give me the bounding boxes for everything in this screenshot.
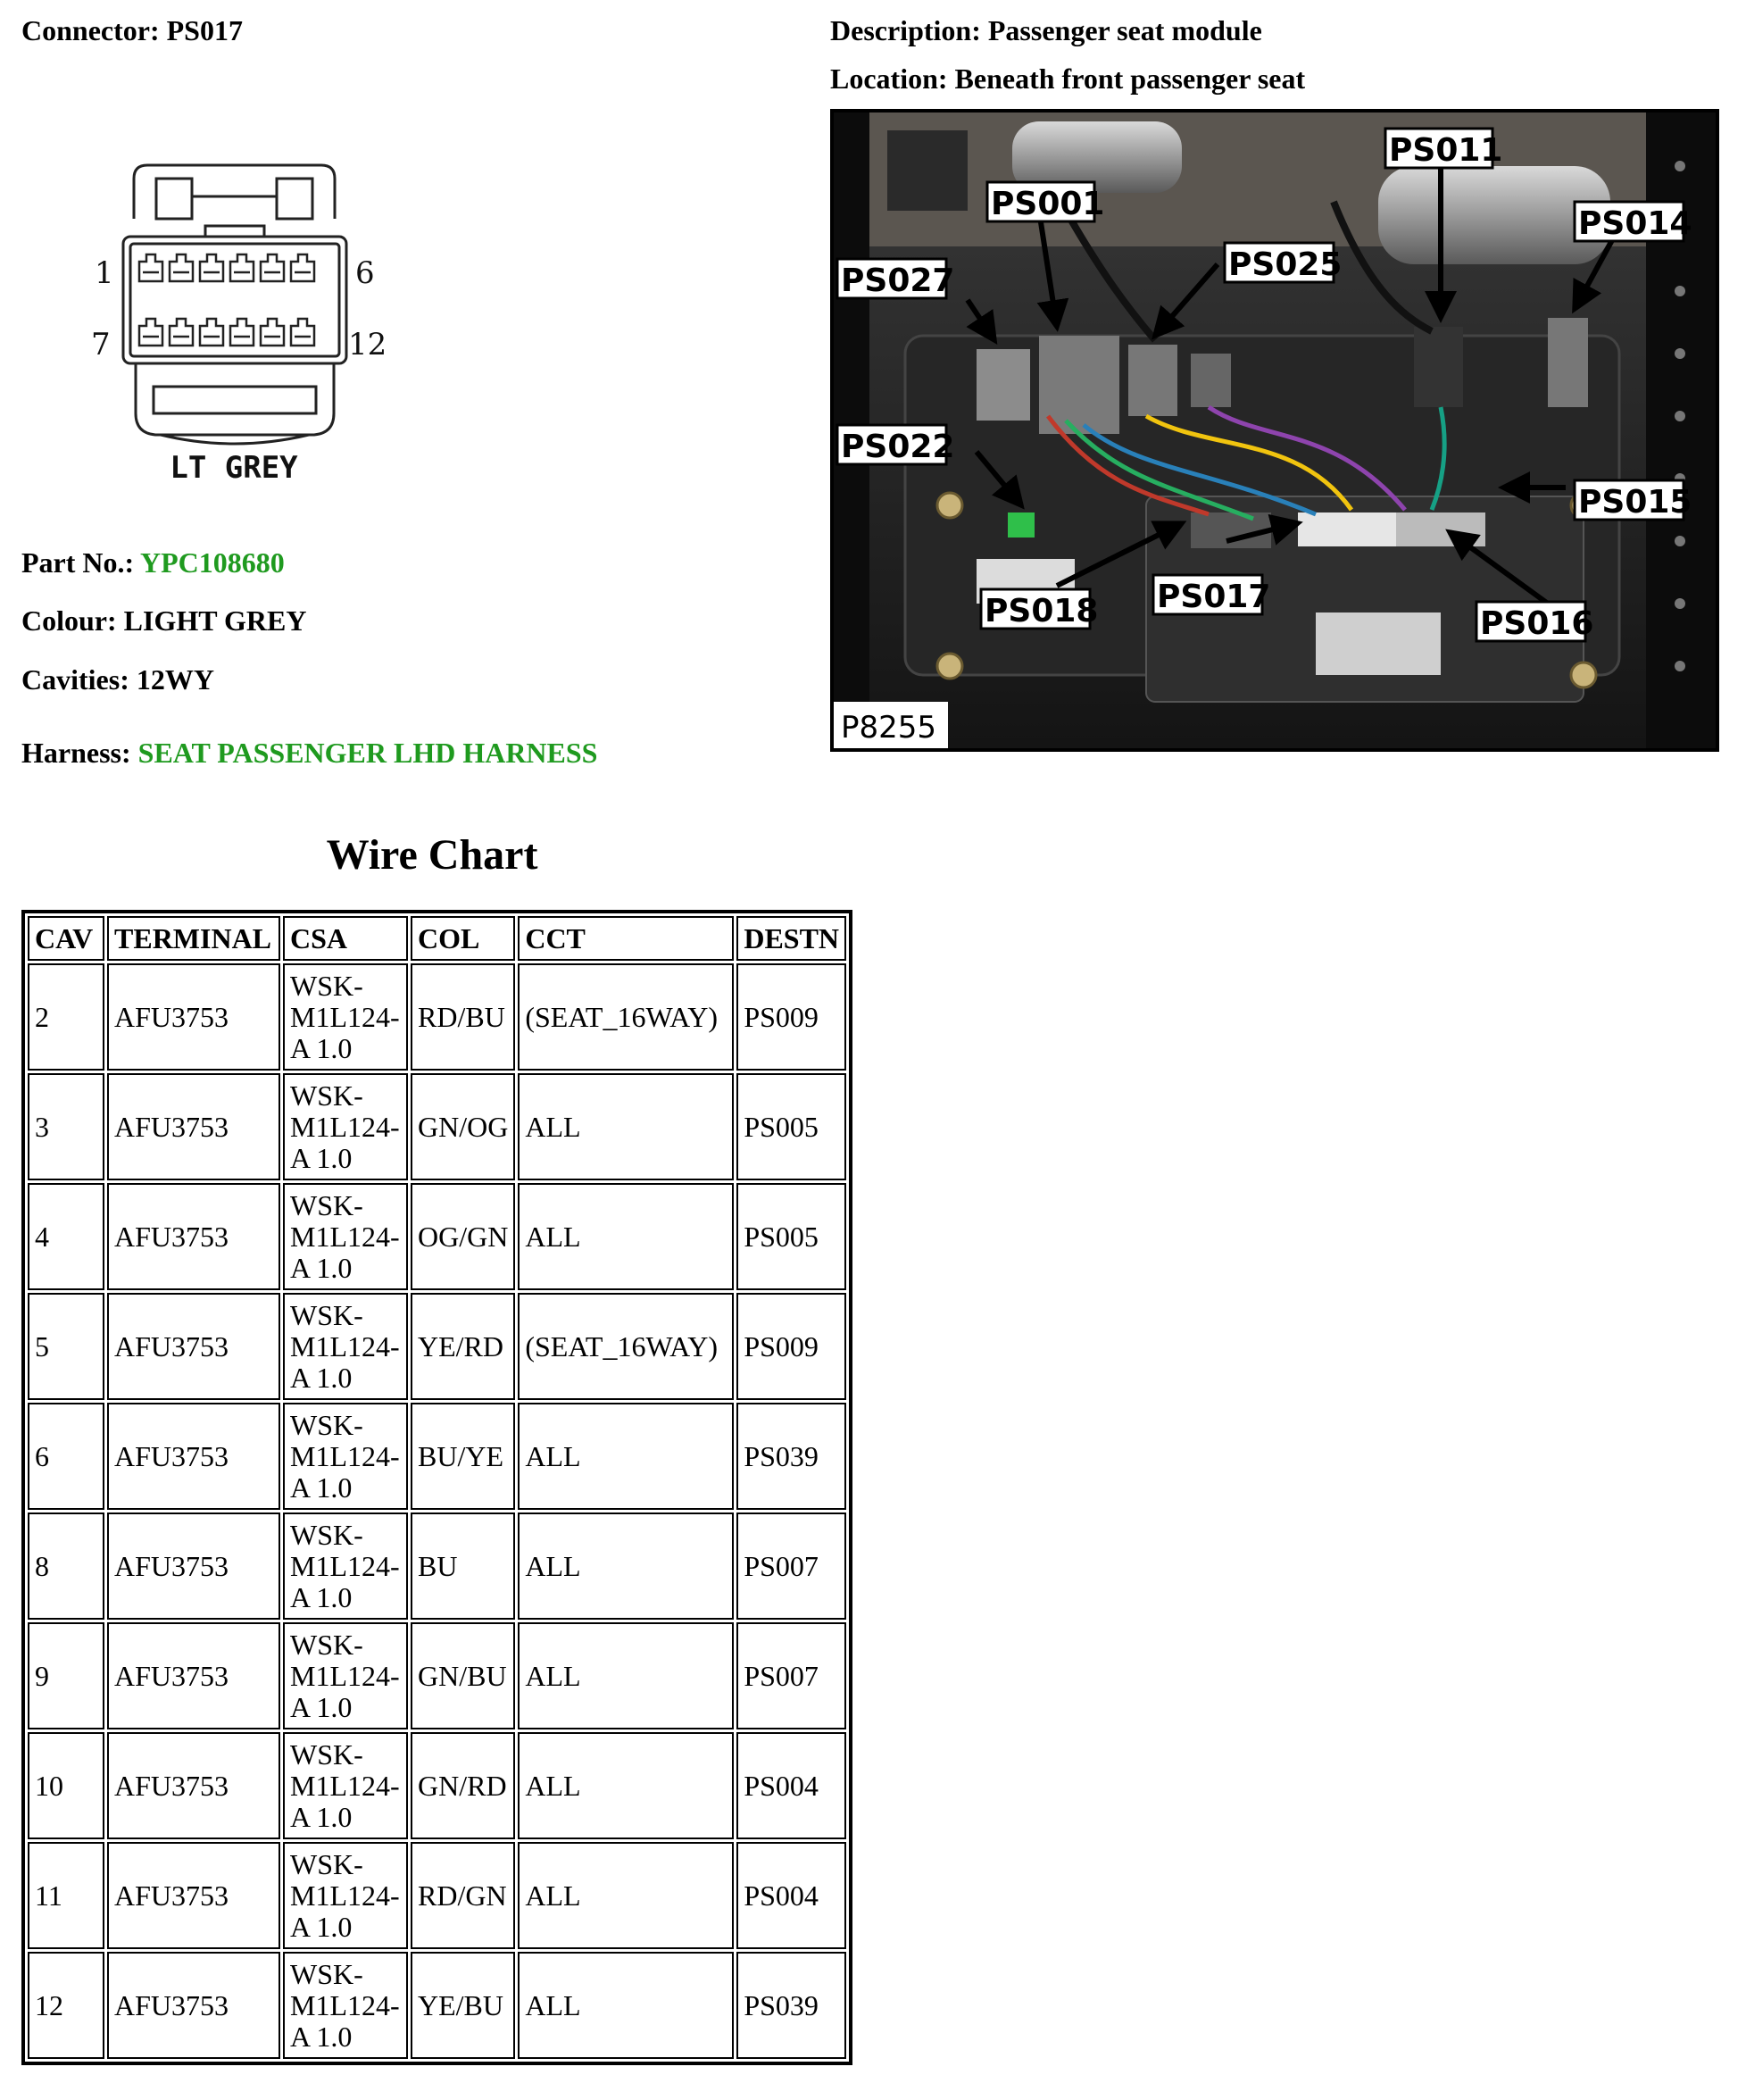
cell-cct: ALL [518, 1073, 734, 1180]
cell-csa: WSK-M1L124-A 1.0 [283, 1403, 408, 1510]
connector-face-diagram [80, 147, 420, 487]
callout-ps017: PS017 [1157, 579, 1271, 615]
cell-terminal: AFU3753 [107, 1622, 280, 1729]
colour-value: LIGHT GREY [123, 604, 307, 637]
cell-cct: (SEAT_16WAY) [518, 963, 734, 1071]
callout-ps025: PS025 [1228, 246, 1343, 283]
cell-col: GN/RD [411, 1732, 515, 1839]
cell-col: YE/RD [411, 1293, 515, 1400]
connector-color-label: LT GREY [170, 450, 298, 486]
header-cct: CCT [518, 916, 734, 961]
header-terminal: TERMINAL [107, 916, 280, 961]
cell-col: RD/BU [411, 963, 515, 1071]
location-photo [830, 109, 1719, 752]
cell-terminal: AFU3753 [107, 1183, 280, 1290]
table-row [28, 1952, 846, 2059]
header-csa: CSA [283, 916, 408, 961]
cell-terminal: AFU3753 [107, 1732, 280, 1839]
cell-csa: WSK-M1L124-A 1.0 [283, 1622, 408, 1729]
cell-cav: 10 [28, 1732, 104, 1839]
harness-label: Harness: [21, 737, 131, 769]
cell-cct: (SEAT_16WAY) [518, 1293, 734, 1400]
callout-ps015: PS015 [1578, 484, 1692, 521]
cell-cct: ALL [518, 1512, 734, 1620]
cell-destn: PS004 [736, 1842, 846, 1949]
cell-col: GN/BU [411, 1622, 515, 1729]
cell-col: GN/OG [411, 1073, 515, 1180]
header-destn: DESTN [736, 916, 846, 961]
cell-cav: 6 [28, 1403, 104, 1510]
table-row [28, 1842, 846, 1949]
cell-terminal: AFU3753 [107, 1512, 280, 1620]
cell-destn: PS039 [736, 1952, 846, 2059]
cell-col: RD/GN [411, 1842, 515, 1949]
cell-csa: WSK-M1L124-A 1.0 [283, 1293, 408, 1400]
cell-terminal: AFU3753 [107, 1403, 280, 1510]
cell-terminal: AFU3753 [107, 1842, 280, 1949]
table-row [28, 1622, 846, 1729]
header-col: COL [411, 916, 515, 961]
cell-terminal: AFU3753 [107, 1073, 280, 1180]
callout-ps016: PS016 [1480, 605, 1594, 642]
cavities-value: 12WY [136, 663, 214, 696]
part-no-link[interactable]: YPC108680 [139, 546, 285, 579]
description-field [830, 14, 1262, 47]
table-row [28, 1403, 846, 1510]
cell-destn: PS005 [736, 1073, 846, 1180]
cell-terminal: AFU3753 [107, 1952, 280, 2059]
table-row [28, 1732, 846, 1839]
colour-label: Colour: [21, 604, 117, 637]
cell-col: YE/BU [411, 1952, 515, 2059]
cell-cct: ALL [518, 1732, 734, 1839]
cell-destn: PS004 [736, 1732, 846, 1839]
cavities-label: Cavities: [21, 663, 129, 696]
cell-cav: 8 [28, 1512, 104, 1620]
cell-cav: 4 [28, 1183, 104, 1290]
table-row [28, 963, 846, 1071]
connector-field [21, 14, 243, 47]
cell-cav: 9 [28, 1622, 104, 1729]
table-header-row [28, 916, 846, 961]
cell-csa: WSK-M1L124-A 1.0 [283, 1512, 408, 1620]
cell-cav: 3 [28, 1073, 104, 1180]
location-label: Location: [830, 62, 948, 95]
pin-label-1: 1 [95, 255, 114, 291]
cell-cct: ALL [518, 1622, 734, 1729]
cell-cct: ALL [518, 1952, 734, 2059]
pin-label-12: 12 [348, 327, 387, 362]
callout-ps022: PS022 [841, 429, 955, 465]
location-field [830, 62, 1305, 96]
connector-label: Connector: [21, 14, 160, 46]
callout-ps001: PS001 [991, 186, 1105, 222]
cell-csa: WSK-M1L124-A 1.0 [283, 1952, 408, 2059]
cell-terminal: AFU3753 [107, 1293, 280, 1400]
callout-ps018: PS018 [985, 593, 1099, 629]
cell-destn: PS007 [736, 1622, 846, 1729]
wire-chart-table [21, 910, 852, 2065]
cell-terminal: AFU3753 [107, 963, 280, 1071]
table-row [28, 1183, 846, 1290]
callout-ps027: PS027 [841, 262, 955, 299]
cell-csa: WSK-M1L124-A 1.0 [283, 1842, 408, 1949]
header-cav: CAV [28, 916, 104, 961]
photo-reference: P8255 [841, 710, 937, 746]
cell-cct: ALL [518, 1183, 734, 1290]
cell-csa: WSK-M1L124-A 1.0 [283, 1732, 408, 1839]
cell-cav: 12 [28, 1952, 104, 2059]
callout-ps011: PS011 [1389, 132, 1503, 169]
cell-col: OG/GN [411, 1183, 515, 1290]
cell-destn: PS039 [736, 1403, 846, 1510]
cell-cav: 11 [28, 1842, 104, 1949]
part-no-label: Part No.: [21, 546, 135, 579]
cell-csa: WSK-M1L124-A 1.0 [283, 963, 408, 1071]
cell-destn: PS009 [736, 1293, 846, 1400]
callout-ps014: PS014 [1578, 205, 1692, 242]
cell-col: BU/YE [411, 1403, 515, 1510]
cell-csa: WSK-M1L124-A 1.0 [283, 1073, 408, 1180]
pin-label-7: 7 [91, 327, 111, 362]
cell-destn: PS007 [736, 1512, 846, 1620]
connector-value: PS017 [166, 14, 243, 46]
description-label: Description: [830, 14, 981, 46]
harness-field [21, 737, 597, 770]
cell-col: BU [411, 1512, 515, 1620]
cell-destn: PS009 [736, 963, 846, 1071]
cell-cav: 5 [28, 1293, 104, 1400]
cell-destn: PS005 [736, 1183, 846, 1290]
cavities-field [21, 663, 214, 696]
cell-cct: ALL [518, 1403, 734, 1510]
part-no-field [21, 546, 285, 579]
colour-field [21, 604, 306, 638]
harness-link[interactable]: SEAT PASSENGER LHD HARNESS [137, 737, 598, 769]
cell-cav: 2 [28, 963, 104, 1071]
cell-csa: WSK-M1L124-A 1.0 [283, 1183, 408, 1290]
table-row [28, 1293, 846, 1400]
table-row [28, 1073, 846, 1180]
wire-chart-title: Wire Chart [326, 831, 538, 879]
cell-cct: ALL [518, 1842, 734, 1949]
location-value: Beneath front passenger seat [954, 62, 1306, 95]
description-value: Passenger seat module [987, 14, 1262, 46]
table-row [28, 1512, 846, 1620]
pin-label-6: 6 [355, 255, 375, 291]
